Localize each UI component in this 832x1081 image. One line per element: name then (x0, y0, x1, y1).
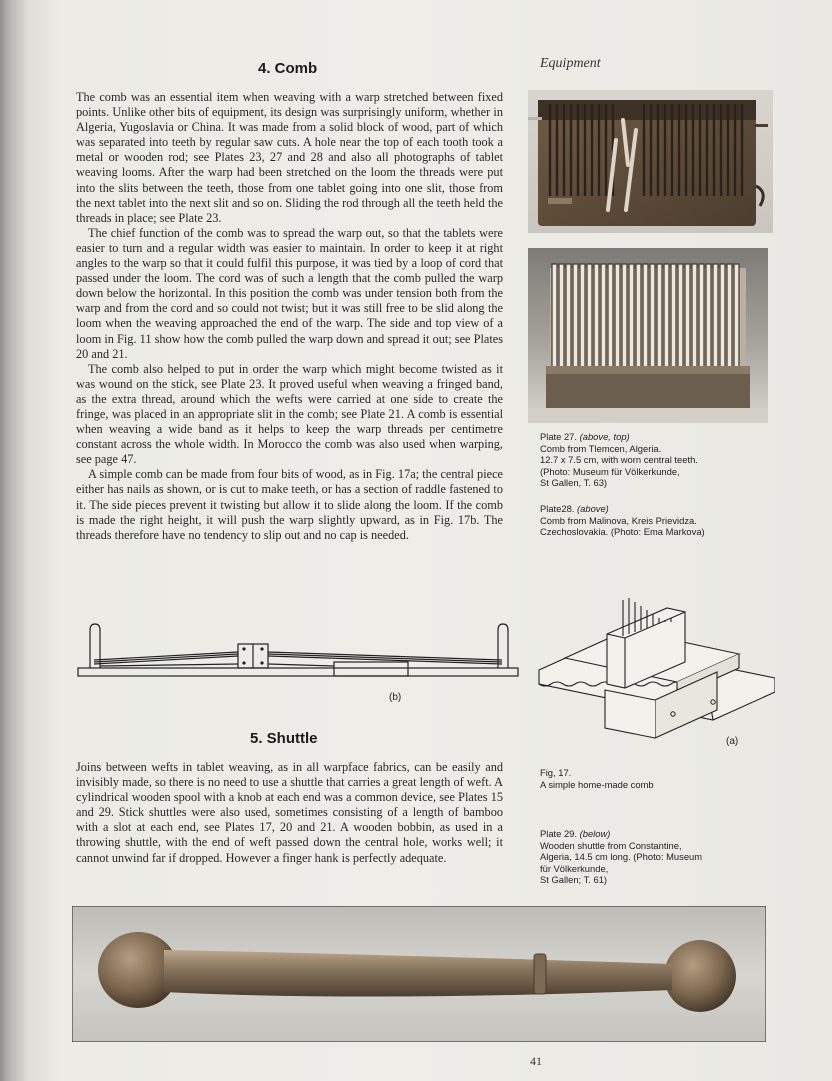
plate-29-caption (540, 828, 780, 886)
figure-17a-drawing (535, 592, 775, 748)
plate-29-note: (below) (579, 828, 611, 839)
comb-paragraph-1: The comb was an essential item when weaving with a warp stretched between fixed points. Unlike other bits of equipment, its design was surprisingly uniform, whether in Algeria, Yugoslavia or China. It was made from a solid block of wood, part of which was separated into teeth by regular saw cuts. A hole near the top of each tooth took a metal or wooden rod; see Plates 23, 27 and 28 and also all photographs of tablet weaving looms. After the warp had been stretched on the loom the threads were put into the slits between the teeth, those from one tablet going into one slit, those from the next tablet into the next slit and so on. Sliding the rod through all the teeth held the threads in place; see Plate 23. (76, 90, 503, 225)
plate-27-label: Plate 27. (540, 431, 578, 442)
plate-29-line: St Gallen; T. 61) (540, 874, 608, 886)
plate-29-line: Wooden shuttle from Constantine, (540, 839, 682, 851)
running-head: Equipment (540, 56, 601, 71)
plate-29-line: Algeria, 14.5 cm long. (Photo: Museum (540, 851, 703, 863)
plate-29-label: Plate 29. (540, 828, 578, 839)
comb-paragraph-3: The comb also helped to put in order the warp which might become twisted as it was wound on the stick, see Plate 23. It proved useful when weaving a fringed band, as the extra thread, around which the wefts were carried at one side to create the fringe, was placed in an appropriate slit in the comb; see Plate 21. A comb is essential when weaving a wide band as it helps to keep the warp threads per centimetre constant across the whole width. In Morocco the comb was also used when warping, see page 47. (76, 361, 503, 467)
figure-17a-label: (a) (726, 736, 739, 747)
comb-body-text (76, 90, 503, 595)
plate-27-line: 12.7 x 7.5 cm, with worn central teeth. (540, 454, 698, 466)
figure-17-caption (540, 767, 780, 790)
comb-paragraph-2: The chief function of the comb was to spread the warp out, so that the tablets were easier to turn and a regular width was easier to maintain. In order to keep it at right angles to the warp so that it could fulfil this purpose, it was tied by a loop of cord that passed under the loom. The cord was of such a length that the comb pulled the warp down below the horizontal. In this position the comb was under tension both from the warp and from the cord and so could not twist; but it was still free to be slid along the loom when the weaving approached the end of the warp. The side and top view of a loom in Fig. 11 show how the comb pulled the warp down and spread it out; see Plates 20 and 21. (76, 225, 503, 361)
figure-17-label: Fig, 17. (540, 767, 572, 778)
comb-heading: 4. Comb (258, 60, 318, 77)
plate-27-caption (540, 431, 780, 489)
plate-28-caption (540, 503, 780, 538)
plate-27-line: St Gallen, T. 63) (540, 477, 608, 489)
plate-29-line: für Völkerkunde, (540, 862, 609, 874)
shuttle-body-text (76, 760, 503, 885)
comb-paragraph-4: A simple comb can be made from four bits of wood, as in Fig. 17a; the central piece either has nails as shown, or is cut to make teeth, or has a section of raddle fastened to it. The side pieces prevent it twisting but allow it to slide along the loom. If the comb is made the right height, it will push the warp slightly upward, as in Fig. 17b. The threads therefore have no tendency to slip out and no cap is needed. (76, 467, 503, 542)
plate-27-photo (528, 90, 773, 233)
figure-17-line: A simple home-made comb (540, 778, 654, 790)
plate-29-photo (72, 906, 766, 1042)
plate-27-line: Comb from Tlemcen, Algeria. (540, 442, 662, 454)
page-number: 41 (530, 1054, 542, 1068)
plate-28-line: Comb from Malinova, Kreis Prievidza. (540, 514, 697, 526)
plate-28-line: Czechoslovakia. (Photo: Ema Markova) (540, 526, 705, 538)
plate-27-note: (above, top) (579, 431, 630, 442)
plate-27-line: (Photo: Museum für Völkerkunde, (540, 465, 680, 477)
shuttle-paragraph-1: Joins between wefts in tablet weaving, as in all warpface fabrics, can be easily and invisibly made, so there is no need to use a shuttle that carries a great length of weft. A cylindrical wooden spool with a knob at each end was a common device, see Plates 15 and 29. Stick shuttles were also used, sometimes consisting of a length of bamboo with a slot at each end, see Plates 17, 20 and 21. A wooden bobbin, as used in a throwing shuttle, with the end of weft passed down the central hole, works well; it cannot unwind far if dropped. However a finger hank is perfectly adequate. (76, 760, 503, 865)
figure-17b-drawing (72, 616, 522, 690)
plate-28-note: (above) (577, 503, 609, 514)
plate-28-label: Plate28. (540, 503, 575, 514)
shuttle-heading: 5. Shuttle (250, 730, 318, 747)
figure-17b-label: (b) (389, 692, 402, 703)
plate-28-photo (528, 248, 768, 423)
